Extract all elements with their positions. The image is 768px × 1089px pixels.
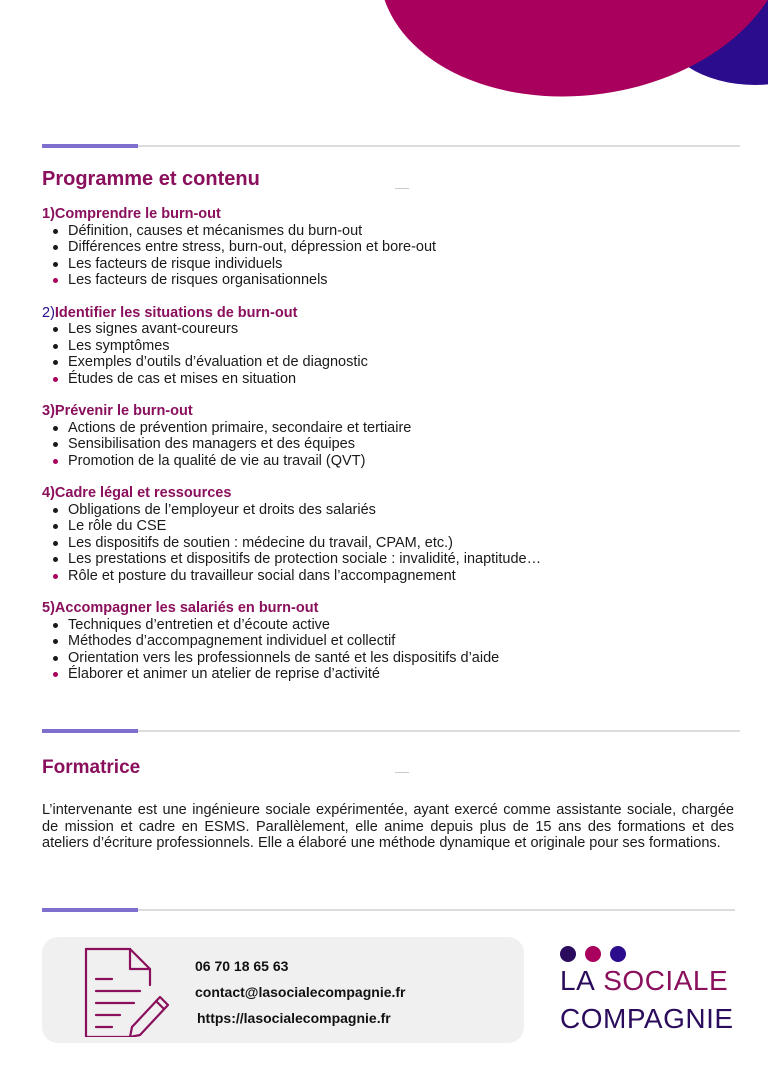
- section-title-text: Comprendre le burn-out: [54, 206, 221, 222]
- section-title-text: Prévenir le burn-out: [54, 403, 193, 419]
- program-section-title: [42, 600, 722, 617]
- logo-word-compagnie: COMPAGNIE: [560, 1003, 734, 1034]
- program-item: Le rôle du CSE: [68, 518, 722, 535]
- section-title-text: Cadre légal et ressources: [54, 485, 232, 501]
- divider-dash: [395, 772, 409, 773]
- program-item: Les symptômes: [68, 338, 722, 355]
- trainer-bio: L’intervenante est une ingénieure sociale expérimentée, ayant exercé comme assistante sociale, chargée de mission et cadre en ESMS. Parallèlement, elle anime depuis plus de 15 ans des formations et des ateliers d’écriture professionnels. Elle a élaboré une méthode dynamique et originale pour ses formations.: [42, 802, 734, 851]
- program-item: Exemples d’outils d’évaluation et de diagnostic: [68, 354, 722, 371]
- program-item-list: [42, 321, 722, 387]
- contact-website[interactable]: https://lasocialecompagnie.fr: [197, 1010, 391, 1026]
- program-item: Méthodes d’accompagnement individuel et collectif: [68, 633, 722, 650]
- section-divider: [42, 145, 740, 147]
- program-item-list: [42, 420, 722, 470]
- program-item-list: [42, 223, 722, 289]
- logo-dot: [610, 946, 626, 962]
- program-section-title: [42, 206, 722, 223]
- program-section-title: [42, 305, 722, 322]
- section-number: 4): [42, 485, 55, 501]
- program-item: Orientation vers les professionnels de santé et les dispositifs d’aide: [68, 650, 722, 667]
- section-number: 5): [42, 600, 55, 616]
- logo-dot: [585, 946, 601, 962]
- program-item: Sensibilisation des managers et des équipes: [68, 436, 722, 453]
- program-item: Les prestations et dispositifs de protection sociale : invalidité, inaptitude…: [68, 551, 722, 568]
- program-section-title: [42, 485, 722, 502]
- logo-line-1: [560, 965, 750, 997]
- program-item: Élaborer et animer un atelier de reprise d’activité: [68, 666, 722, 683]
- program-section: [42, 305, 722, 388]
- program-item: Les dispositifs de soutien : médecine du travail, CPAM, etc.): [68, 535, 722, 552]
- section-number: 1): [42, 206, 55, 222]
- program-item: Promotion de la qualité de vie au travail (QVT): [68, 453, 722, 470]
- contact-card: [42, 937, 524, 1043]
- section-divider: [42, 909, 735, 911]
- logo-dots: [560, 946, 750, 962]
- program-item: Les facteurs de risque individuels: [68, 256, 722, 273]
- section-number: 2): [42, 304, 55, 321]
- program-section: [42, 206, 722, 289]
- divider-dash: [395, 188, 409, 189]
- program-item-list: [42, 617, 722, 683]
- program-item: Les facteurs de risques organisationnels: [68, 272, 722, 289]
- section-title-text: Identifier les situations de burn-out: [54, 304, 298, 321]
- contact-email[interactable]: contact@lasocialecompagnie.fr: [195, 984, 406, 1000]
- program-content: [42, 206, 722, 699]
- document-pen-icon: [82, 945, 172, 1037]
- contact-phone[interactable]: 06 70 18 65 63: [195, 958, 289, 974]
- section-title-text: Accompagner les salariés en burn-out: [54, 600, 319, 616]
- program-title: Programme et contenu: [42, 168, 260, 190]
- program-item: Actions de prévention primaire, secondaire et tertiaire: [68, 420, 722, 437]
- program-section-title: [42, 403, 722, 420]
- program-item: Définition, causes et mécanismes du burn-out: [68, 223, 722, 240]
- program-item: Rôle et posture du travailleur social dans l’accompagnement: [68, 568, 722, 585]
- program-item: Techniques d’entretien et d’écoute active: [68, 617, 722, 634]
- program-section: [42, 485, 722, 584]
- logo-word-sociale: SOCIALE: [603, 965, 729, 996]
- logo-dot: [560, 946, 576, 962]
- section-divider: [42, 730, 740, 732]
- brand-logo: [560, 946, 750, 1046]
- logo-word-la: LA: [560, 965, 596, 996]
- program-section: [42, 403, 722, 469]
- program-section: [42, 600, 722, 683]
- program-item: Différences entre stress, burn-out, dépression et bore-out: [68, 239, 722, 256]
- section-number: 3): [42, 403, 55, 419]
- trainer-title: Formatrice: [42, 757, 141, 778]
- program-item: Obligations de l’employeur et droits des salariés: [68, 502, 722, 519]
- program-item: Les signes avant-coureurs: [68, 321, 722, 338]
- program-item: Études de cas et mises en situation: [68, 371, 722, 388]
- program-item-list: [42, 502, 722, 585]
